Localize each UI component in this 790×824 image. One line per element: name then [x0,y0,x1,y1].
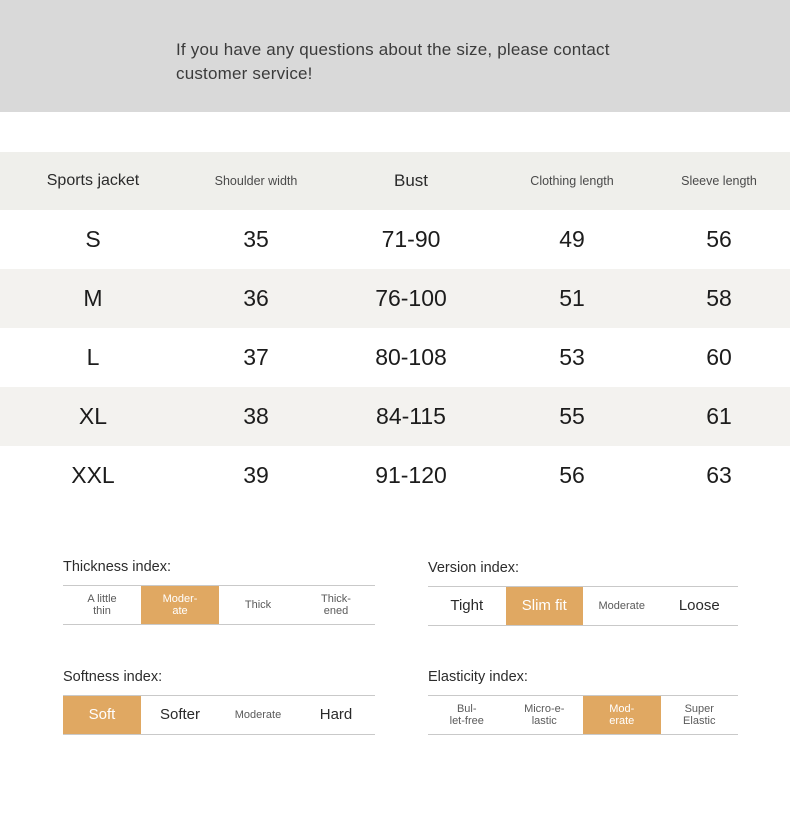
cell-bust: 76-100 [375,285,447,311]
elasticity-index-block [428,669,738,735]
column-header-clothing-length: Clothing length [530,174,614,188]
thickness-option-a-little-thin[interactable]: A little thin [87,593,117,617]
table-header-row [0,152,790,210]
cell-shoulder-width: 35 [243,226,269,252]
cell-clothing-length: 53 [559,344,585,370]
softness-option-softer[interactable]: Softer [159,706,201,723]
version-index-title: Version index: [428,560,520,576]
softness-index-scale [63,695,375,735]
elasticity-index-scale [428,695,738,735]
cell-shoulder-width: 37 [243,344,269,370]
version-option-tight[interactable]: Tight [450,597,484,614]
version-option-slim-fit[interactable]: Slim fit [506,587,584,625]
thickness-index-block [63,559,375,625]
column-header-sleeve-length: Sleeve length [681,174,757,188]
table-row [0,269,790,328]
cell-size: S [85,226,101,252]
banner-text: If you have any questions about the size, please contact customer service! [176,40,610,83]
thickness-index-title: Thickness index: [63,559,171,575]
cell-bust: 80-108 [375,344,447,370]
elasticity-index-title: Elasticity index: [428,669,528,685]
cell-sleeve-length: 58 [706,285,732,311]
table-row [0,387,790,446]
table-row [0,446,790,505]
thickness-option-thickened[interactable]: Thick- ened [321,593,351,617]
cell-bust: 84-115 [376,403,446,429]
column-header-shoulder-width: Shoulder width [214,174,298,188]
cell-sleeve-length: 61 [706,403,732,429]
version-option-loose[interactable]: Loose [678,597,720,614]
softness-index-block [63,669,375,735]
cell-size: XXL [71,462,115,488]
cell-shoulder-width: 38 [243,403,269,429]
cell-sleeve-length: 60 [706,344,732,370]
cell-size: M [83,285,103,311]
elasticity-option-super-elastic[interactable]: Super Elastic [683,703,716,727]
version-option-moderate[interactable]: Moderate [598,600,645,612]
size-table [0,152,790,505]
version-index-block [428,560,738,626]
cell-sleeve-length: 63 [706,462,732,488]
cell-size: XL [78,403,108,429]
softness-option-moderate[interactable]: Moderate [234,709,282,721]
thickness-option-thick[interactable]: Thick [244,599,272,611]
thickness-index-scale [63,585,375,625]
table-row [0,210,790,269]
elasticity-option-micro-elastic[interactable]: Micro-e- lastic [524,703,565,727]
column-header-category: Sports jacket [46,172,140,189]
cell-clothing-length: 55 [559,403,585,429]
thickness-option-moderate[interactable]: Moder- ate [141,586,219,624]
column-header-bust: Bust [393,171,429,190]
cell-clothing-length: 56 [559,462,585,488]
softness-option-hard[interactable]: Hard [319,706,353,723]
softness-option-soft[interactable]: Soft [63,696,141,734]
version-index-scale [428,586,738,626]
cell-size: L [86,344,100,370]
cell-shoulder-width: 39 [243,462,269,488]
elasticity-option-bullet-free[interactable]: Bul- let-free [449,703,484,727]
table-row [0,328,790,387]
elasticity-option-moderate[interactable]: Mod- erate [583,696,661,734]
cell-bust: 91-120 [375,462,447,488]
cell-clothing-length: 49 [559,226,585,252]
cell-clothing-length: 51 [559,285,585,311]
softness-index-title: Softness index: [63,669,163,685]
cell-shoulder-width: 36 [243,285,269,311]
info-banner [0,0,790,112]
cell-sleeve-length: 56 [706,226,732,252]
cell-bust: 71-90 [381,226,441,252]
